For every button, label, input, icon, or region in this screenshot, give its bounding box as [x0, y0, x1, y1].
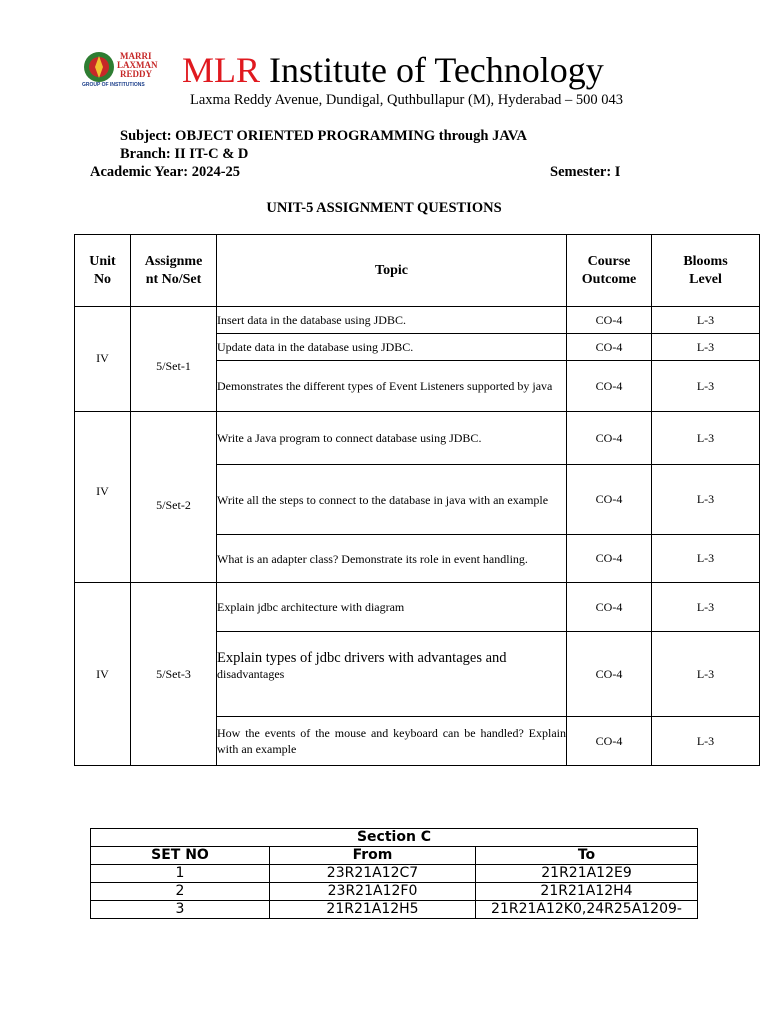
- section-title-row: [91, 829, 698, 847]
- table-row: [75, 583, 760, 632]
- from-cell: 23R21A12C7: [270, 865, 476, 883]
- co-cell: CO-4: [567, 361, 652, 412]
- to-cell: 21R21A12H4: [476, 883, 698, 901]
- header-course-outcome: Course Outcome: [567, 235, 652, 307]
- section-header-row: [91, 847, 698, 865]
- from-cell: 21R21A12H5: [270, 901, 476, 919]
- header-unit-no: Unit No: [75, 235, 131, 307]
- topic-cell: Write all the steps to connect to the database in java with an example: [217, 465, 567, 535]
- assignment-heading: UNIT-5 ASSIGNMENT QUESTIONS: [266, 200, 502, 216]
- logo-text-2: LAXMAN: [117, 60, 158, 70]
- bl-cell: L-3: [652, 307, 760, 334]
- from-cell: 23R21A12F0: [270, 883, 476, 901]
- co-cell: CO-4: [567, 535, 652, 583]
- co-cell: CO-4: [567, 334, 652, 361]
- institution-address: Laxma Reddy Avenue, Dundigal, Quthbullapur (M), Hyderabad – 500 043: [190, 92, 624, 108]
- to-cell: 21R21A12E9: [476, 865, 698, 883]
- section-title: Section C: [91, 829, 698, 847]
- institution-name-rest: Institute of Technology: [260, 50, 604, 90]
- semester: Semester: I: [550, 164, 621, 180]
- set-no-cell: 2: [91, 883, 270, 901]
- table-row: [91, 901, 698, 919]
- table-row: [91, 883, 698, 901]
- topic-text-small: disadvantages: [217, 667, 285, 681]
- co-cell: CO-4: [567, 307, 652, 334]
- set-no-cell: 3: [91, 901, 270, 919]
- topic-cell: Demonstrates the different types of Event Listeners supported by java: [217, 361, 567, 412]
- table-row: [91, 865, 698, 883]
- co-cell: CO-4: [567, 632, 652, 717]
- assignment-table: [74, 234, 760, 766]
- unit-cell: IV: [75, 583, 131, 766]
- topic-cell: [217, 632, 567, 717]
- table-row: [75, 307, 760, 334]
- unit-cell: IV: [75, 307, 131, 412]
- topic-cell: Insert data in the database using JDBC.: [217, 307, 567, 334]
- topic-cell: What is an adapter class? Demonstrate its role in event handling.: [217, 535, 567, 583]
- logo-text-3: REDDY: [120, 69, 153, 79]
- table-row: [75, 412, 760, 465]
- set-cell: 5/Set-2: [131, 412, 217, 583]
- header-blooms-level: Blooms Level: [652, 235, 760, 307]
- bl-cell: L-3: [652, 334, 760, 361]
- bl-cell: L-3: [652, 632, 760, 717]
- table-header-row: [75, 235, 760, 307]
- bl-cell: L-3: [652, 535, 760, 583]
- set-cell: 5/Set-3: [131, 583, 217, 766]
- institution-name: [182, 48, 604, 92]
- branch-line: Branch: II IT-C & D: [120, 146, 249, 162]
- bl-cell: L-3: [652, 361, 760, 412]
- section-header-to: To: [476, 847, 698, 865]
- header-assignment-no: Assignme nt No/Set: [131, 235, 217, 307]
- institution-name-red: MLR: [182, 50, 261, 90]
- bl-cell: L-3: [652, 717, 760, 766]
- topic-cell: Write a Java program to connect database using JDBC.: [217, 412, 567, 465]
- logo-text-4: GROUP OF INSTITUTIONS: [82, 82, 145, 88]
- bl-cell: L-3: [652, 583, 760, 632]
- topic-text-large: Explain types of jdbc drivers with advantages and: [217, 650, 507, 666]
- header-topic: Topic: [217, 235, 567, 307]
- bl-cell: L-3: [652, 412, 760, 465]
- institution-logo: [80, 46, 180, 88]
- section-header-from: From: [270, 847, 476, 865]
- academic-year: Academic Year: 2024-25: [90, 164, 241, 180]
- topic-cell: How the events of the mouse and keyboard can be handled? Explain with an example: [217, 717, 567, 766]
- set-no-cell: 1: [91, 865, 270, 883]
- co-cell: CO-4: [567, 717, 652, 766]
- subject-line: Subject: OBJECT ORIENTED PROGRAMMING through JAVA: [120, 128, 527, 144]
- co-cell: CO-4: [567, 412, 652, 465]
- logo-text-1: MARRI: [120, 51, 152, 61]
- set-cell: 5/Set-1: [131, 307, 217, 412]
- co-cell: CO-4: [567, 465, 652, 535]
- to-cell: 21R21A12K0,24R25A1209-: [476, 901, 698, 919]
- co-cell: CO-4: [567, 583, 652, 632]
- topic-cell: Update data in the database using JDBC.: [217, 334, 567, 361]
- unit-cell: IV: [75, 412, 131, 583]
- bl-cell: L-3: [652, 465, 760, 535]
- section-header-set-no: SET NO: [91, 847, 270, 865]
- topic-cell: Explain jdbc architecture with diagram: [217, 583, 567, 632]
- section-table: [90, 828, 698, 919]
